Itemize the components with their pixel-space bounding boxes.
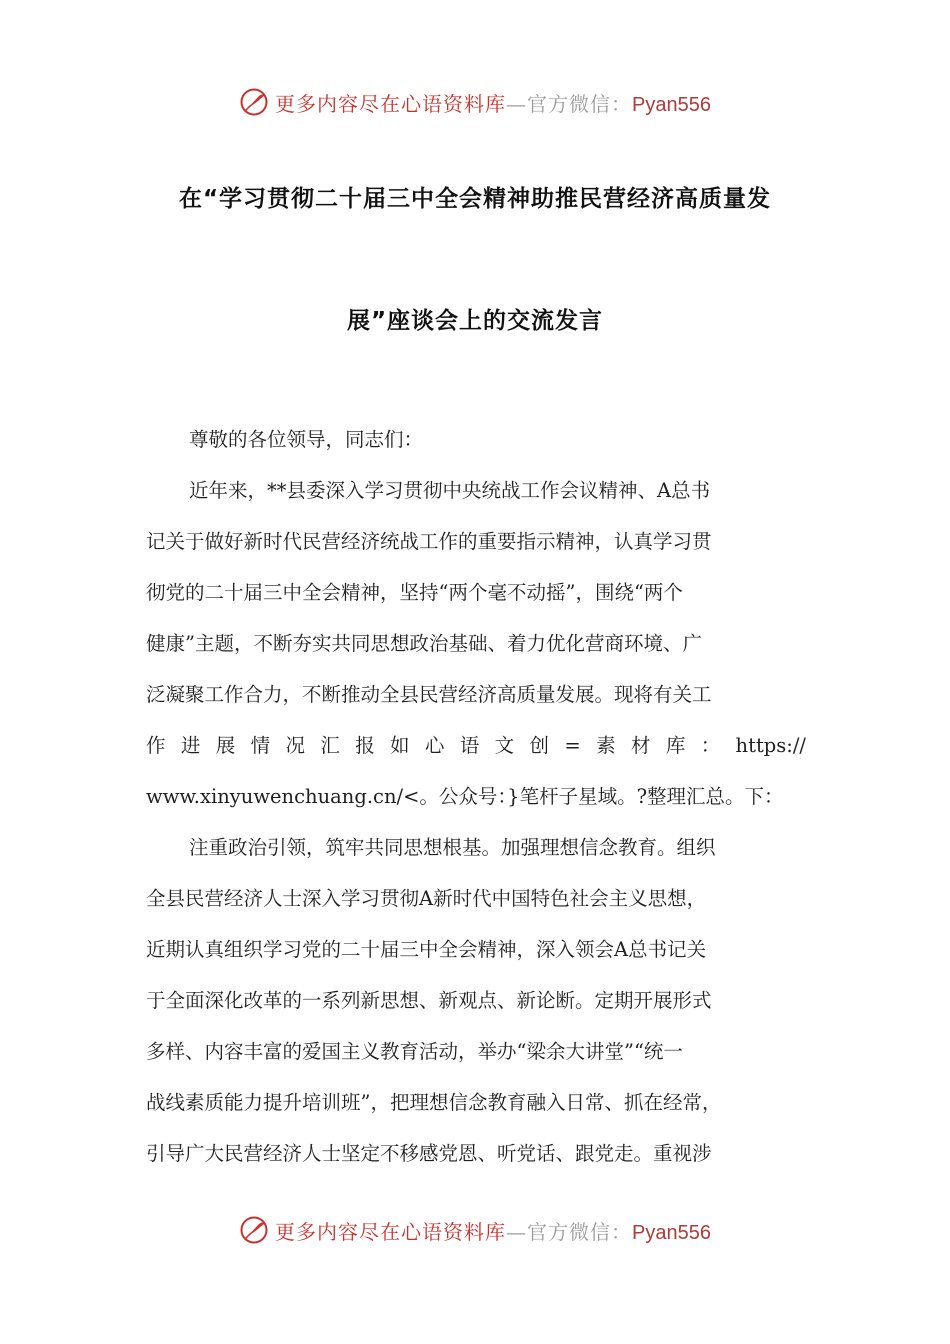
body-line: 近年来，**县委深入学习贯彻中央统战工作会议精神、A总书: [189, 479, 711, 502]
watermark-wechat-label: 官方微信：: [527, 1219, 633, 1244]
body-line: 健康”主题，不断夯实共同思想政治基础、着力优化营商环境、广: [146, 632, 702, 655]
watermark-brand: 更多内容尽在心语资料库: [275, 1219, 507, 1244]
body-line: 注重政治引领，筑牢共同思想根基。加强理想信念教育。组织: [189, 836, 716, 859]
body-line: 多样、内容丰富的爱国主义教育活动，举办“梁余大讲堂”“统一: [146, 1040, 683, 1063]
body-line: 彻党的二十届三中全会精神，坚持“两个毫不动摇”，围绕“两个: [146, 581, 683, 604]
header-watermark: [0, 82, 950, 122]
quill-logo-icon: [239, 87, 269, 117]
quill-logo-icon: [239, 1215, 269, 1245]
footer-watermark: [0, 1210, 950, 1250]
watermark-dash: —: [506, 91, 528, 116]
watermark-wechat-label: 官方微信：: [527, 91, 633, 116]
body-line: 全县民营经济人士深入学习贯彻A新时代中国特色社会主义思想，: [146, 887, 707, 910]
watermark-brand: 更多内容尽在心语资料库: [275, 91, 507, 116]
body-line: 记关于做好新时代民营经济统战工作的重要指示精神，认真学习贯: [146, 530, 712, 553]
body-line: 尊敬的各位领导，同志们：: [189, 428, 424, 451]
document-body: [146, 414, 806, 1179]
watermark-dash: —: [506, 1219, 528, 1244]
body-line: 近期认真组织学习党的二十届三中全会精神，深入领会A总书记关: [146, 938, 707, 961]
watermark-wechat-id: Pyan556: [632, 1221, 711, 1244]
watermark-wechat-id: Pyan556: [632, 93, 711, 116]
watermark-text: [275, 88, 711, 117]
body-line: www.xinyuwenchuang.cn/<。公众号：}笔杆子星域。?整理汇总。下：: [146, 785, 784, 808]
watermark-text: [275, 1216, 711, 1245]
document-title-line-2: 展”座谈会上的交流发言: [346, 308, 604, 334]
body-line: 作进展情况汇报如心语文创=素材库：https://: [146, 734, 806, 757]
body-line: 战线素质能力提升培训班”，把理想信念教育融入日常、抓在经常，: [146, 1091, 722, 1114]
document-title-line-1: 在“学习贯彻二十届三中全会精神助推民营经济高质量发: [178, 186, 772, 212]
body-line: 泛凝聚工作合力，不断推动全县民营经济高质量发展。现将有关工: [146, 683, 712, 706]
body-line: 于全面深化改革的一系列新思想、新观点、新论断。定期开展形式: [146, 989, 712, 1012]
body-line: 引导广大民营经济人士坚定不移感党恩、听党话、跟党走。重视涉: [146, 1142, 712, 1165]
